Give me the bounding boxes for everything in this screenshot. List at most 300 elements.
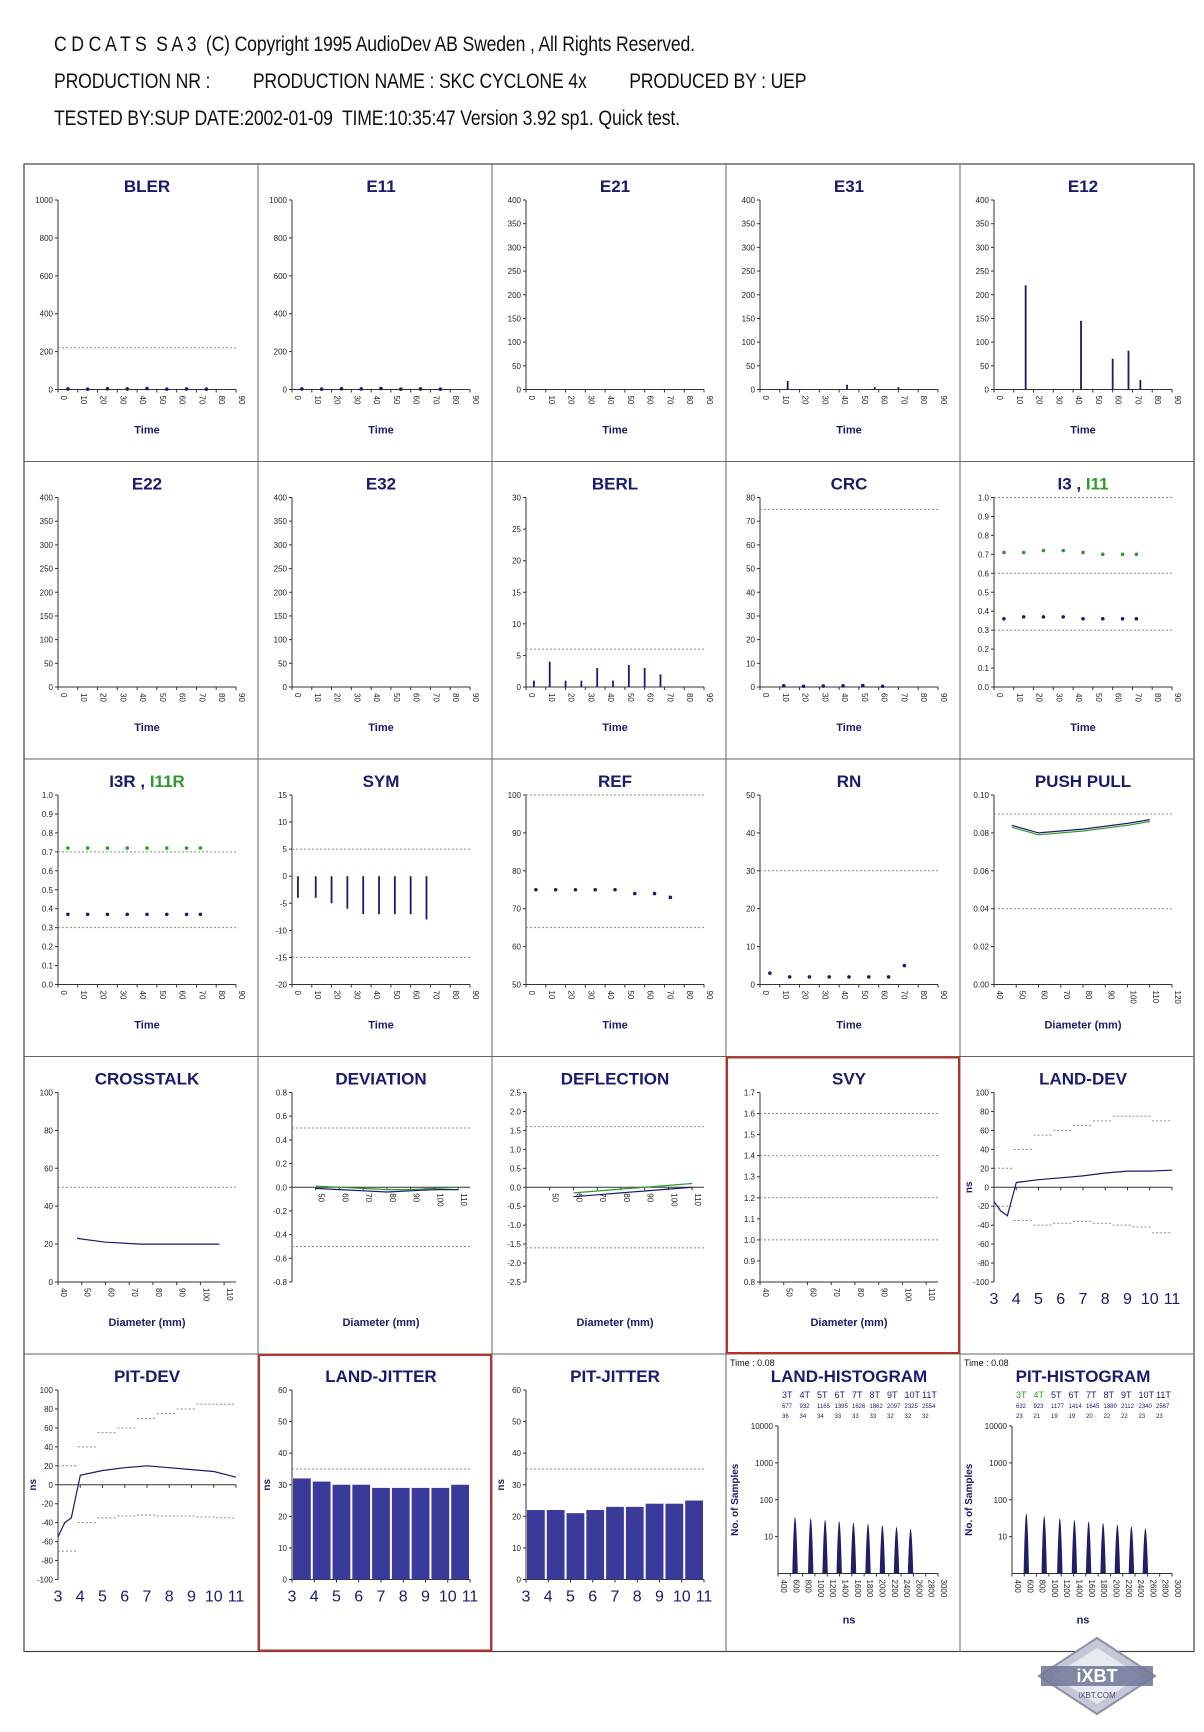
y-tick-label: 80 xyxy=(980,1107,989,1117)
x-tick-label: 70 xyxy=(665,395,675,405)
x-tick-label: 20 xyxy=(566,990,576,1000)
y-tick-label: 1.3 xyxy=(743,1172,755,1182)
data-point xyxy=(125,913,129,917)
x-tick-label: 30 xyxy=(586,990,596,1000)
x-tick-label: 50 xyxy=(859,990,869,1000)
x-axis-label: Time xyxy=(368,1019,394,1032)
x-tick-label: 80 xyxy=(217,693,227,702)
chart-deviation xyxy=(273,1070,470,1330)
chart-i3ri11r xyxy=(42,772,246,1032)
y-tick-label: 100 xyxy=(273,635,287,645)
y-tick-label: 20 xyxy=(980,1164,989,1174)
x-tick-label: 70 xyxy=(665,693,675,702)
chart-title: DEVIATION xyxy=(335,1069,427,1089)
x-tick-label: 30 xyxy=(118,693,128,702)
y-tick-label: 0.9 xyxy=(743,1256,755,1266)
data-bar xyxy=(431,1488,449,1580)
y-tick-label: 20 xyxy=(512,556,521,566)
y-tick-label: 0 xyxy=(750,683,755,692)
y-tick-label: 100 xyxy=(507,791,521,800)
y-tick-label: 1000 xyxy=(755,1458,773,1468)
x-tick-label: 5 xyxy=(98,1588,107,1606)
y-tick-label: 400 xyxy=(39,309,53,319)
x-tick-label: 40 xyxy=(995,990,1004,1000)
x-tick-label: 0 xyxy=(761,990,770,995)
y-tick-label: -0.8 xyxy=(273,1278,287,1287)
x-tick-label: 30 xyxy=(586,395,596,405)
x-tick-label: 60 xyxy=(645,693,655,702)
x-tick-label: 100 xyxy=(1128,990,1138,1004)
y-tick-label: 0 xyxy=(516,1575,521,1585)
y-tick-label: -2.5 xyxy=(507,1278,521,1287)
x-tick-label: 60 xyxy=(1039,990,1049,1000)
y-tick-label: 300 xyxy=(273,540,287,550)
y-tick-label: 1.0 xyxy=(743,1235,755,1245)
y-tick-label: 200 xyxy=(507,290,521,300)
x-tick-label: 20 xyxy=(98,693,108,702)
y-tick-label: 0 xyxy=(750,980,755,990)
x-tick-label: 50 xyxy=(157,693,167,702)
histogram-time: Time : 0.08 xyxy=(964,1358,1009,1368)
x-tick-label: 70 xyxy=(431,693,441,702)
x-tick-label: 50 xyxy=(1093,693,1103,702)
x-tick-label: 40 xyxy=(761,1288,770,1297)
x-tick-label: 60 xyxy=(177,395,187,405)
y-tick-label: 1000 xyxy=(35,196,53,205)
x-tick-label: 80 xyxy=(685,395,695,405)
x-tick-label: 6 xyxy=(120,1588,130,1606)
data-bar xyxy=(451,1485,469,1580)
y-tick-label: 0.5 xyxy=(977,588,989,598)
x-tick-label: 100 xyxy=(669,1193,679,1207)
x-tick-label: 1000 xyxy=(1049,1579,1059,1598)
y-axis-label: ns xyxy=(964,1181,975,1194)
data-point xyxy=(1042,549,1046,553)
legend-peak: 1645 xyxy=(1086,1404,1100,1410)
data-point xyxy=(788,975,792,979)
x-tick-label: 3 xyxy=(53,1588,63,1606)
y-tick-label: 0.04 xyxy=(973,904,989,914)
x-axis-label: Time xyxy=(1070,424,1096,437)
data-point xyxy=(185,387,189,391)
x-tick-label: 7 xyxy=(376,1588,386,1606)
y-tick-label: 250 xyxy=(507,267,521,277)
data-point xyxy=(802,684,806,688)
chart-title: LAND-HISTOGRAM xyxy=(770,1367,928,1386)
y-tick-label: 1.0 xyxy=(509,1145,521,1155)
data-bar xyxy=(313,1482,331,1580)
data-point xyxy=(1081,551,1085,555)
y-tick-label: 250 xyxy=(741,267,755,277)
y-tick-label: 50 xyxy=(512,361,521,371)
x-tick-label: 80 xyxy=(1153,693,1163,702)
y-tick-label: 0.8 xyxy=(41,828,53,838)
x-tick-label: 30 xyxy=(1054,395,1064,405)
y-tick-label: 1.0 xyxy=(41,791,53,800)
x-tick-label: 10 xyxy=(438,1588,457,1606)
data-bar xyxy=(333,1485,351,1580)
x-tick-label: 40 xyxy=(1074,693,1084,702)
chart-rn xyxy=(746,772,948,1032)
y-tick-label: 2.5 xyxy=(509,1088,521,1098)
data-point xyxy=(145,387,149,391)
y-tick-label: 50 xyxy=(512,1417,521,1427)
x-tick-label: 8 xyxy=(164,1588,174,1606)
x-axis-label: Time xyxy=(602,424,628,437)
x-tick-label: 3000 xyxy=(1173,1579,1182,1598)
x-tick-label: 1400 xyxy=(1074,1579,1084,1598)
legend-label: 10T xyxy=(1138,1390,1155,1400)
y-tick-label: 0.6 xyxy=(275,1112,287,1122)
x-tick-label: 60 xyxy=(106,1288,116,1297)
x-axis-label: Time xyxy=(134,1019,160,1032)
chart-title: CRC xyxy=(830,474,868,494)
x-tick-label: 90 xyxy=(705,395,714,405)
y-tick-label: 200 xyxy=(39,588,53,598)
legend-label: 6T xyxy=(1068,1390,1080,1400)
chart-landdev xyxy=(964,1070,1180,1309)
y-tick-label: 0.02 xyxy=(973,942,989,952)
data-point xyxy=(106,387,110,391)
y-tick-label: 15 xyxy=(278,791,287,800)
y-tick-label: 40 xyxy=(980,1145,989,1155)
chart-title-separator: , xyxy=(1071,474,1086,494)
legend-peak: 1165 xyxy=(817,1404,830,1410)
histogram-peak xyxy=(1086,1522,1091,1574)
x-tick-label: 50 xyxy=(316,1193,326,1203)
y-tick-label: 60 xyxy=(512,942,521,952)
data-point xyxy=(768,971,772,975)
legend-label: 4T xyxy=(1033,1390,1045,1400)
x-tick-label: 800 xyxy=(1037,1579,1047,1593)
x-tick-label: 80 xyxy=(153,1288,163,1297)
data-point xyxy=(66,387,70,391)
y-tick-label: 0.7 xyxy=(977,550,989,560)
legend-width: 32 xyxy=(904,1414,912,1420)
x-tick-label: 20 xyxy=(800,395,810,405)
y-tick-label: 0.00 xyxy=(973,980,989,990)
data-point xyxy=(1135,617,1139,621)
chart-title: LAND-DEV xyxy=(1039,1069,1127,1089)
legend-peak: 1395 xyxy=(834,1404,848,1410)
data-bar xyxy=(412,1488,430,1580)
x-tick-label: 10 xyxy=(780,990,790,1000)
chart-deflection xyxy=(507,1070,704,1330)
y-tick-label: -40 xyxy=(977,1221,989,1231)
y-tick-label: 0.7 xyxy=(41,847,53,857)
histogram-peak xyxy=(908,1529,914,1574)
legend-peak: 2554 xyxy=(922,1404,936,1410)
x-tick-label: 10 xyxy=(672,1588,691,1606)
y-tick-label: 0.8 xyxy=(275,1088,287,1098)
chart-crc xyxy=(746,475,948,735)
x-tick-label: 0 xyxy=(59,395,68,400)
y-tick-label: 10 xyxy=(278,818,287,828)
y-tick-label: 80 xyxy=(512,866,521,876)
y-axis-label: ns xyxy=(496,1478,507,1491)
y-tick-label: 300 xyxy=(741,243,755,253)
x-tick-label: 70 xyxy=(197,395,207,405)
chart-e22 xyxy=(40,475,246,735)
y-tick-label: 200 xyxy=(273,588,287,598)
chart-i3i11 xyxy=(978,475,1182,735)
y-tick-label: 350 xyxy=(975,219,989,229)
legend-label: 9T xyxy=(1121,1390,1132,1400)
x-tick-label: 20 xyxy=(332,395,342,405)
highlight-border xyxy=(727,1058,959,1354)
data-bar xyxy=(392,1488,410,1580)
x-tick-label: 1600 xyxy=(1086,1579,1096,1598)
x-tick-label: 80 xyxy=(451,990,461,1000)
x-tick-label: 20 xyxy=(98,395,108,405)
x-tick-label: 90 xyxy=(1173,395,1182,405)
y-tick-label: 100 xyxy=(975,1088,989,1098)
x-tick-label: 60 xyxy=(1113,693,1123,702)
x-tick-label: 90 xyxy=(1106,990,1116,1000)
y-tick-label: 10 xyxy=(998,1532,1007,1542)
x-tick-label: 3000 xyxy=(939,1579,948,1598)
x-axis-label: ns xyxy=(842,1614,856,1627)
y-axis-label: ns xyxy=(262,1478,273,1491)
histogram-peak xyxy=(851,1523,857,1574)
legend-peak: 1880 xyxy=(1103,1404,1117,1410)
x-tick-label: 6 xyxy=(588,1588,598,1606)
data-point xyxy=(821,684,825,688)
x-tick-label: 80 xyxy=(919,990,929,1000)
data-point xyxy=(1002,551,1006,555)
x-tick-label: 5 xyxy=(332,1588,341,1606)
y-tick-label: 1.7 xyxy=(743,1088,755,1098)
x-tick-label: 100 xyxy=(435,1193,445,1207)
x-tick-label: 70 xyxy=(431,395,441,405)
y-tick-label: 100 xyxy=(993,1495,1007,1505)
chart-title xyxy=(1057,475,1108,494)
y-axis-label: No. of Samples xyxy=(730,1463,741,1536)
y-tick-label: 150 xyxy=(273,611,287,621)
histogram-peak xyxy=(880,1525,885,1573)
y-tick-label: 0.1 xyxy=(977,664,989,674)
histogram-peak xyxy=(792,1517,798,1573)
legend-label: 3T xyxy=(1016,1390,1027,1400)
y-tick-label: -1.0 xyxy=(507,1221,521,1231)
y-tick-label: 200 xyxy=(975,290,989,300)
x-tick-label: 50 xyxy=(391,990,401,1000)
legend-width: 20 xyxy=(1086,1414,1093,1420)
legend-peak: 1177 xyxy=(1051,1404,1064,1410)
y-tick-label: 80 xyxy=(746,493,755,503)
data-point xyxy=(165,387,169,391)
y-tick-label: 0.0 xyxy=(275,1183,287,1193)
legend-width: 33 xyxy=(869,1414,877,1420)
data-point xyxy=(185,913,189,917)
x-tick-label: 10 xyxy=(546,395,556,405)
x-tick-label: 20 xyxy=(566,693,576,702)
x-tick-label: 10 xyxy=(1014,693,1024,702)
data-point xyxy=(1135,553,1139,557)
x-tick-label: 70 xyxy=(431,990,441,1000)
legend-width: 36 xyxy=(782,1414,789,1420)
y-tick-label: 400 xyxy=(741,196,755,205)
y-tick-label: 0.3 xyxy=(977,626,989,636)
y-tick-label: 250 xyxy=(273,564,287,574)
chart-title-primary: I3 xyxy=(1057,474,1072,494)
chart-title: E11 xyxy=(366,177,396,196)
y-tick-label: 70 xyxy=(512,904,521,914)
x-tick-label: 30 xyxy=(820,693,830,702)
x-tick-label: 90 xyxy=(237,395,246,405)
x-tick-label: 30 xyxy=(352,395,362,405)
chart-sym xyxy=(275,772,480,1032)
y-tick-label: 350 xyxy=(507,219,521,229)
x-tick-label: 1400 xyxy=(840,1579,850,1598)
data-bar xyxy=(685,1501,703,1580)
x-tick-label: 70 xyxy=(1133,395,1143,405)
x-tick-label: 10 xyxy=(78,395,88,405)
x-tick-label: 10 xyxy=(1014,395,1024,405)
x-axis-label: Diameter (mm) xyxy=(576,1317,654,1329)
y-tick-label: 0.4 xyxy=(977,607,989,617)
x-tick-label: 40 xyxy=(138,990,148,1000)
data-point xyxy=(320,387,324,391)
x-tick-label: 0 xyxy=(293,693,302,698)
x-axis-label: Time xyxy=(836,424,862,437)
y-tick-label: 40 xyxy=(44,1442,53,1452)
x-tick-label: 3 xyxy=(287,1588,297,1606)
data-point xyxy=(574,888,578,892)
x-tick-label: 80 xyxy=(217,395,227,405)
chart-title-separator: , xyxy=(135,772,150,791)
histogram-time: Time : 0.08 xyxy=(730,1358,775,1368)
legend-width: 33 xyxy=(834,1414,842,1420)
y-tick-label: -0.5 xyxy=(507,1202,521,1212)
y-tick-label: 40 xyxy=(512,1449,521,1459)
y-axis-label: No. of Samples xyxy=(964,1463,975,1536)
y-tick-label: -0.2 xyxy=(273,1206,287,1216)
chart-berl xyxy=(512,475,714,735)
legend-label: 8T xyxy=(1103,1390,1115,1400)
x-tick-label: 0 xyxy=(59,693,68,698)
y-tick-label: 150 xyxy=(741,314,755,324)
y-tick-label: 10 xyxy=(512,1543,521,1553)
histogram-peak xyxy=(865,1524,870,1574)
data-point xyxy=(106,846,110,850)
x-tick-label: 400 xyxy=(1013,1579,1022,1593)
x-tick-label: 110 xyxy=(459,1193,469,1207)
chart-title-primary: I3R xyxy=(109,772,136,791)
legend-width: 22 xyxy=(1121,1414,1128,1420)
x-tick-label: 40 xyxy=(138,395,148,405)
chart-pitdev xyxy=(28,1367,244,1606)
data-point xyxy=(653,892,657,896)
x-tick-label: 70 xyxy=(197,693,207,702)
x-tick-label: 90 xyxy=(1173,693,1182,702)
x-tick-label: 30 xyxy=(352,693,362,702)
x-tick-label: 90 xyxy=(705,990,714,1000)
y-tick-label: 1000 xyxy=(269,196,287,205)
y-tick-label: 0.9 xyxy=(977,512,989,522)
chart-title: RN xyxy=(836,772,862,791)
x-tick-label: 50 xyxy=(1093,395,1103,405)
histogram-peak xyxy=(1042,1516,1047,1574)
y-tick-label: 350 xyxy=(39,517,53,527)
y-tick-label: 0 xyxy=(282,1575,287,1585)
y-tick-label: -15 xyxy=(275,953,287,963)
x-tick-label: 9 xyxy=(1123,1291,1132,1308)
data-point xyxy=(841,684,845,688)
y-tick-label: 200 xyxy=(39,347,53,357)
x-tick-label: 2200 xyxy=(889,1579,899,1598)
x-tick-label: 40 xyxy=(606,693,616,702)
legend-label: 11T xyxy=(1156,1390,1171,1400)
data-bar xyxy=(606,1507,624,1580)
y-tick-label: 0 xyxy=(750,385,755,395)
y-tick-label: -60 xyxy=(977,1240,989,1250)
x-tick-label: 50 xyxy=(625,990,635,1000)
chart-title: PIT-HISTOGRAM xyxy=(1015,1367,1151,1386)
y-tick-label: 0 xyxy=(282,872,287,882)
data-point xyxy=(145,846,149,850)
x-tick-label: 100 xyxy=(201,1288,211,1302)
copyright-line: C D C A T S S A 3 (C) Copyright 1995 AudioDev AB Sweden , All Rights Reserved. xyxy=(54,33,695,56)
y-tick-label: 400 xyxy=(975,196,989,205)
legend-width: 34 xyxy=(799,1414,807,1420)
x-tick-label: 70 xyxy=(899,990,909,1000)
x-tick-label: 2000 xyxy=(1111,1579,1121,1598)
x-tick-label: 0 xyxy=(293,990,302,995)
y-tick-label: -80 xyxy=(977,1259,989,1269)
y-tick-label: 600 xyxy=(273,271,287,281)
histogram-peak xyxy=(1024,1513,1029,1573)
chart-title: E12 xyxy=(1067,177,1099,196)
data-bar xyxy=(547,1510,565,1579)
data-point xyxy=(86,913,90,917)
chart-title xyxy=(109,772,185,791)
x-tick-label: 90 xyxy=(645,1193,655,1203)
y-tick-label: 10 xyxy=(746,942,755,952)
y-tick-label: 400 xyxy=(273,309,287,319)
y-tick-label: 800 xyxy=(39,233,53,243)
x-tick-label: 20 xyxy=(332,693,342,702)
x-tick-label: 50 xyxy=(859,395,869,405)
data-point xyxy=(1121,617,1125,621)
x-tick-label: 0 xyxy=(293,395,302,400)
data-bar xyxy=(527,1510,545,1579)
y-axis-label: ns xyxy=(28,1478,39,1491)
data-bar xyxy=(352,1485,370,1580)
data-bar xyxy=(646,1504,664,1580)
x-tick-label: 2000 xyxy=(877,1579,887,1598)
x-tick-label: 4 xyxy=(309,1588,319,1606)
y-tick-label: 350 xyxy=(273,517,287,527)
x-tick-label: 6 xyxy=(354,1588,364,1606)
legend-peak: 632 xyxy=(1016,1404,1027,1410)
y-tick-label: 0.6 xyxy=(977,569,989,579)
data-point xyxy=(145,913,149,917)
y-tick-label: 10 xyxy=(746,659,755,669)
x-tick-label: 5 xyxy=(566,1588,575,1606)
x-tick-label: 10 xyxy=(312,395,322,405)
x-tick-label: 1800 xyxy=(1099,1579,1109,1598)
x-axis-label: Time xyxy=(602,1019,628,1032)
x-tick-label: 0 xyxy=(761,693,770,698)
data-point xyxy=(300,387,304,391)
data-point xyxy=(534,888,538,892)
chart-pushpull xyxy=(973,772,1182,1032)
legend-peak: 923 xyxy=(1033,1404,1044,1410)
data-point xyxy=(399,387,403,391)
y-tick-label: 20 xyxy=(44,1461,53,1471)
x-tick-label: 40 xyxy=(606,990,616,1000)
